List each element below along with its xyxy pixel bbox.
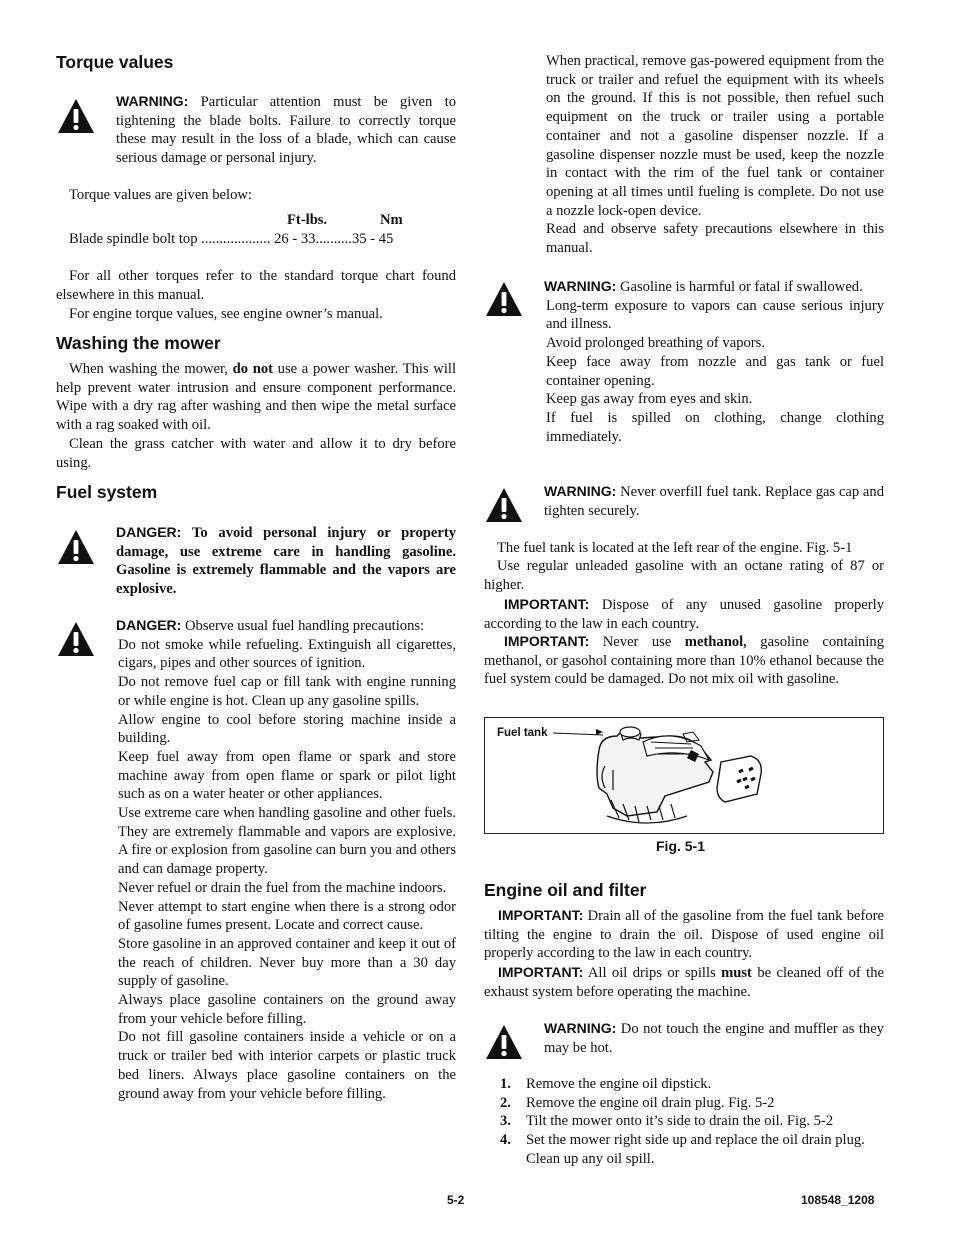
- important2: [484, 632, 884, 689]
- list-item: Store gasoline in an approved container and keep it out of the reach of children. Never buy more than a 30 day supply of gasoline.: [118, 935, 456, 990]
- step-text: Tilt the mower onto it’s side to drain the oil. Fig. 5-2: [526, 1113, 834, 1130]
- text: When practical, remove gas-powered equipment from the truck or trailer and refuel the equipment with its wheels on the ground. If this is not possible, then refuel such equipment on the truck or trailer using a portable container and not a gasoline dispenser nozzle. If a gasoline dispenser nozzle must be used, keep the nozzle in contact with the rim of the fuel tank or container opening at all times until fueling is complete. Do not use a nozzle lock-open device.: [546, 53, 884, 219]
- warning-icon: [57, 98, 95, 134]
- page-number: 5-2: [447, 1193, 465, 1207]
- col-nm: Nm: [380, 212, 403, 228]
- danger-label: DANGER:: [116, 617, 182, 633]
- step-text: Set the mower right side up and replace the oil drain plug. Clean up any oil spill.: [526, 1132, 865, 1167]
- hot-warning: [544, 1019, 884, 1057]
- step-number: 2.: [500, 1094, 511, 1111]
- warning-icon: [485, 281, 523, 317]
- washing-para2: Clean the grass catcher with water and allow it to dry before using.: [56, 436, 456, 471]
- list-item: Never attempt to start engine when there is a strong odor of gasoline fumes present. Locate and correct cause.: [118, 898, 456, 934]
- warning-label: WARNING:: [116, 93, 189, 109]
- torque-heading: Torque values: [56, 52, 174, 72]
- text-bold: methanol,: [684, 634, 747, 650]
- text: All oil drips or spills: [587, 965, 722, 981]
- torque-para1: For all other torques refer to the standard torque chart found elsewhere in this manual.: [56, 268, 456, 303]
- text: use a power washer. This will help prevent water intrusion and ensure component performance. Wipe with a dry rag after washing and then wipe the metal surface with a rag soaked with oil.: [56, 361, 456, 434]
- warning-text: Particular attention must be given to tightening the blade bolts. Failure to correctly torque these may result in the loss of a blade, which can cause serious damage or personal injury.: [116, 94, 456, 167]
- important-label: IMPORTANT:: [504, 633, 590, 649]
- list-item: Keep face away from nozzle and gas tank or fuel container opening.: [546, 353, 884, 389]
- step-number: 4.: [500, 1132, 511, 1149]
- torque-warning: [116, 92, 456, 168]
- warning-label: WARNING:: [544, 483, 617, 499]
- figure-5-1: [484, 717, 884, 834]
- fuel-location: The fuel tank is located at the left rear of the engine. Fig. 5-1: [497, 540, 853, 556]
- washing-heading: Washing the mower: [56, 333, 221, 353]
- danger1: [116, 523, 456, 599]
- fuel-heading: Fuel system: [56, 482, 158, 502]
- list-item: Keep gas away from eyes and skin.: [546, 391, 753, 408]
- oil-heading: Engine oil and filter: [484, 880, 647, 900]
- step-text: Remove the engine oil dipstick.: [526, 1076, 712, 1092]
- refuel-para: [546, 52, 884, 258]
- important-text: Drain all of the gasoline from the fuel tank before tilting the engine to drain the oil. Dispose of used engine oil properly according to the law in each country.: [484, 908, 884, 962]
- danger-icon: [57, 529, 95, 565]
- list-item: [484, 1131, 884, 1168]
- step-text: Remove the engine oil drain plug. Fig. 5-2: [526, 1094, 775, 1111]
- text: Read and observe safety precautions elsewhere in this manual.: [546, 221, 884, 257]
- list-item: [484, 1112, 884, 1131]
- engine-illustration: [551, 722, 781, 830]
- text: be cleaned off of the exhaust system before operating the machine.: [484, 965, 884, 1000]
- overfill-warning: [544, 482, 884, 520]
- unleaded-para: Use regular unleaded gasoline with an octane rating of 87 or higher.: [484, 558, 884, 593]
- important-label: IMPORTANT:: [504, 596, 590, 612]
- oil-important2: [484, 963, 884, 1001]
- figure-caption: Fig. 5-1: [656, 838, 706, 854]
- important1: [484, 595, 884, 633]
- danger-text: Observe usual fuel handling precautions:: [185, 618, 425, 634]
- table-row: [69, 230, 456, 249]
- fuel-tank-label: Fuel tank: [497, 727, 548, 739]
- list-item: Do not fill gasoline containers inside a vehicle or on a truck or trailer bed with interior carpets or plastic truck bed liners. Always place gasoline containers on the ground away from your vehicle before filling.: [118, 1029, 456, 1102]
- important-label: IMPORTANT:: [498, 907, 584, 923]
- warning-text: Never overfill fuel tank. Replace gas cap and tighten securely.: [544, 484, 884, 519]
- danger-label: DANGER:: [116, 524, 182, 540]
- list-item: Keep fuel away from open flame or spark and store machine away from open flame or spark or pilot light such as on a water heater or other appliances.: [118, 748, 456, 803]
- torque-para2: For engine torque values, see engine owner’s manual.: [69, 306, 383, 322]
- list-item: Always place gasoline containers on the ground away from your vehicle before filling.: [118, 992, 456, 1027]
- important-text: Dispose of any unused gasoline properly according to the law in each country.: [484, 597, 884, 632]
- warning-icon: [485, 1024, 523, 1060]
- warning-text: Gasoline is harmful or fatal if swallowed.: [619, 279, 863, 295]
- step-number: 1.: [500, 1076, 511, 1092]
- list-item: Avoid prolonged breathing of vapors.: [546, 335, 765, 352]
- list-item: [484, 1094, 884, 1113]
- list-item: If fuel is spilled on clothing, change clothing immediately.: [546, 409, 884, 445]
- danger-text: To avoid personal injury or property damage, use extreme care in handling gasoline. Gasoline is extremely flammable and the vapors are explosive.: [116, 525, 456, 598]
- warning-text: Do not touch the engine and muffler as they may be hot.: [544, 1021, 884, 1056]
- text: When washing the mower,: [69, 361, 233, 377]
- list-item: Long-term exposure to vapors can cause serious injury and illness.: [546, 297, 884, 333]
- text-bold: must: [721, 965, 752, 981]
- torque-intro: Torque values are given below:: [69, 187, 252, 203]
- list-item: Do not smoke while refueling. Extinguish all cigarettes, cigars, pipes and other sources of ignition.: [118, 636, 456, 672]
- oil-steps: [484, 1075, 884, 1169]
- warning-icon: [485, 487, 523, 523]
- row-ftlbs: 26 - 33..........: [274, 231, 352, 247]
- warning-label: WARNING:: [544, 1020, 617, 1036]
- gas-warning: [544, 277, 884, 446]
- list-item: Use extreme care when handling gasoline and other fuels. They are extremely flammable and vapors are explosive. A fire or explosion from gasoline can burn you and others and can damage property.: [118, 805, 457, 878]
- text: Never use: [602, 634, 685, 650]
- important-label: IMPORTANT:: [498, 964, 584, 980]
- oil-important1: [484, 906, 884, 963]
- row-label: Blade spindle bolt top ...................: [69, 231, 271, 247]
- step-number: 3.: [500, 1113, 511, 1130]
- torque-table: [69, 211, 456, 249]
- list-item: Never refuel or drain the fuel from the machine indoors.: [118, 879, 447, 896]
- row-nm: 35 - 45: [351, 231, 394, 247]
- text: gasoline containing methanol, or gasohol containing more than 10% ethanol because the fuel system could be damaged. Do not mix oil with gasoline.: [484, 634, 884, 688]
- warning-label: WARNING:: [544, 278, 617, 294]
- list-item: Do not remove fuel cap or fill tank with engine running or while engine is hot. Clean up any gasoline spills.: [118, 674, 456, 709]
- danger2: [116, 616, 456, 1103]
- text-bold: do not: [232, 361, 273, 377]
- col-ftlbs: Ft-lbs.: [287, 212, 328, 228]
- washing-para1: [56, 360, 456, 435]
- list-item: Allow engine to cool before storing machine inside a building.: [118, 711, 456, 747]
- precautions-list: [116, 636, 456, 1104]
- warning-list: [544, 297, 884, 447]
- danger-icon: [57, 621, 95, 657]
- list-item: [484, 1075, 884, 1094]
- document-number: 108548_1208: [801, 1193, 875, 1207]
